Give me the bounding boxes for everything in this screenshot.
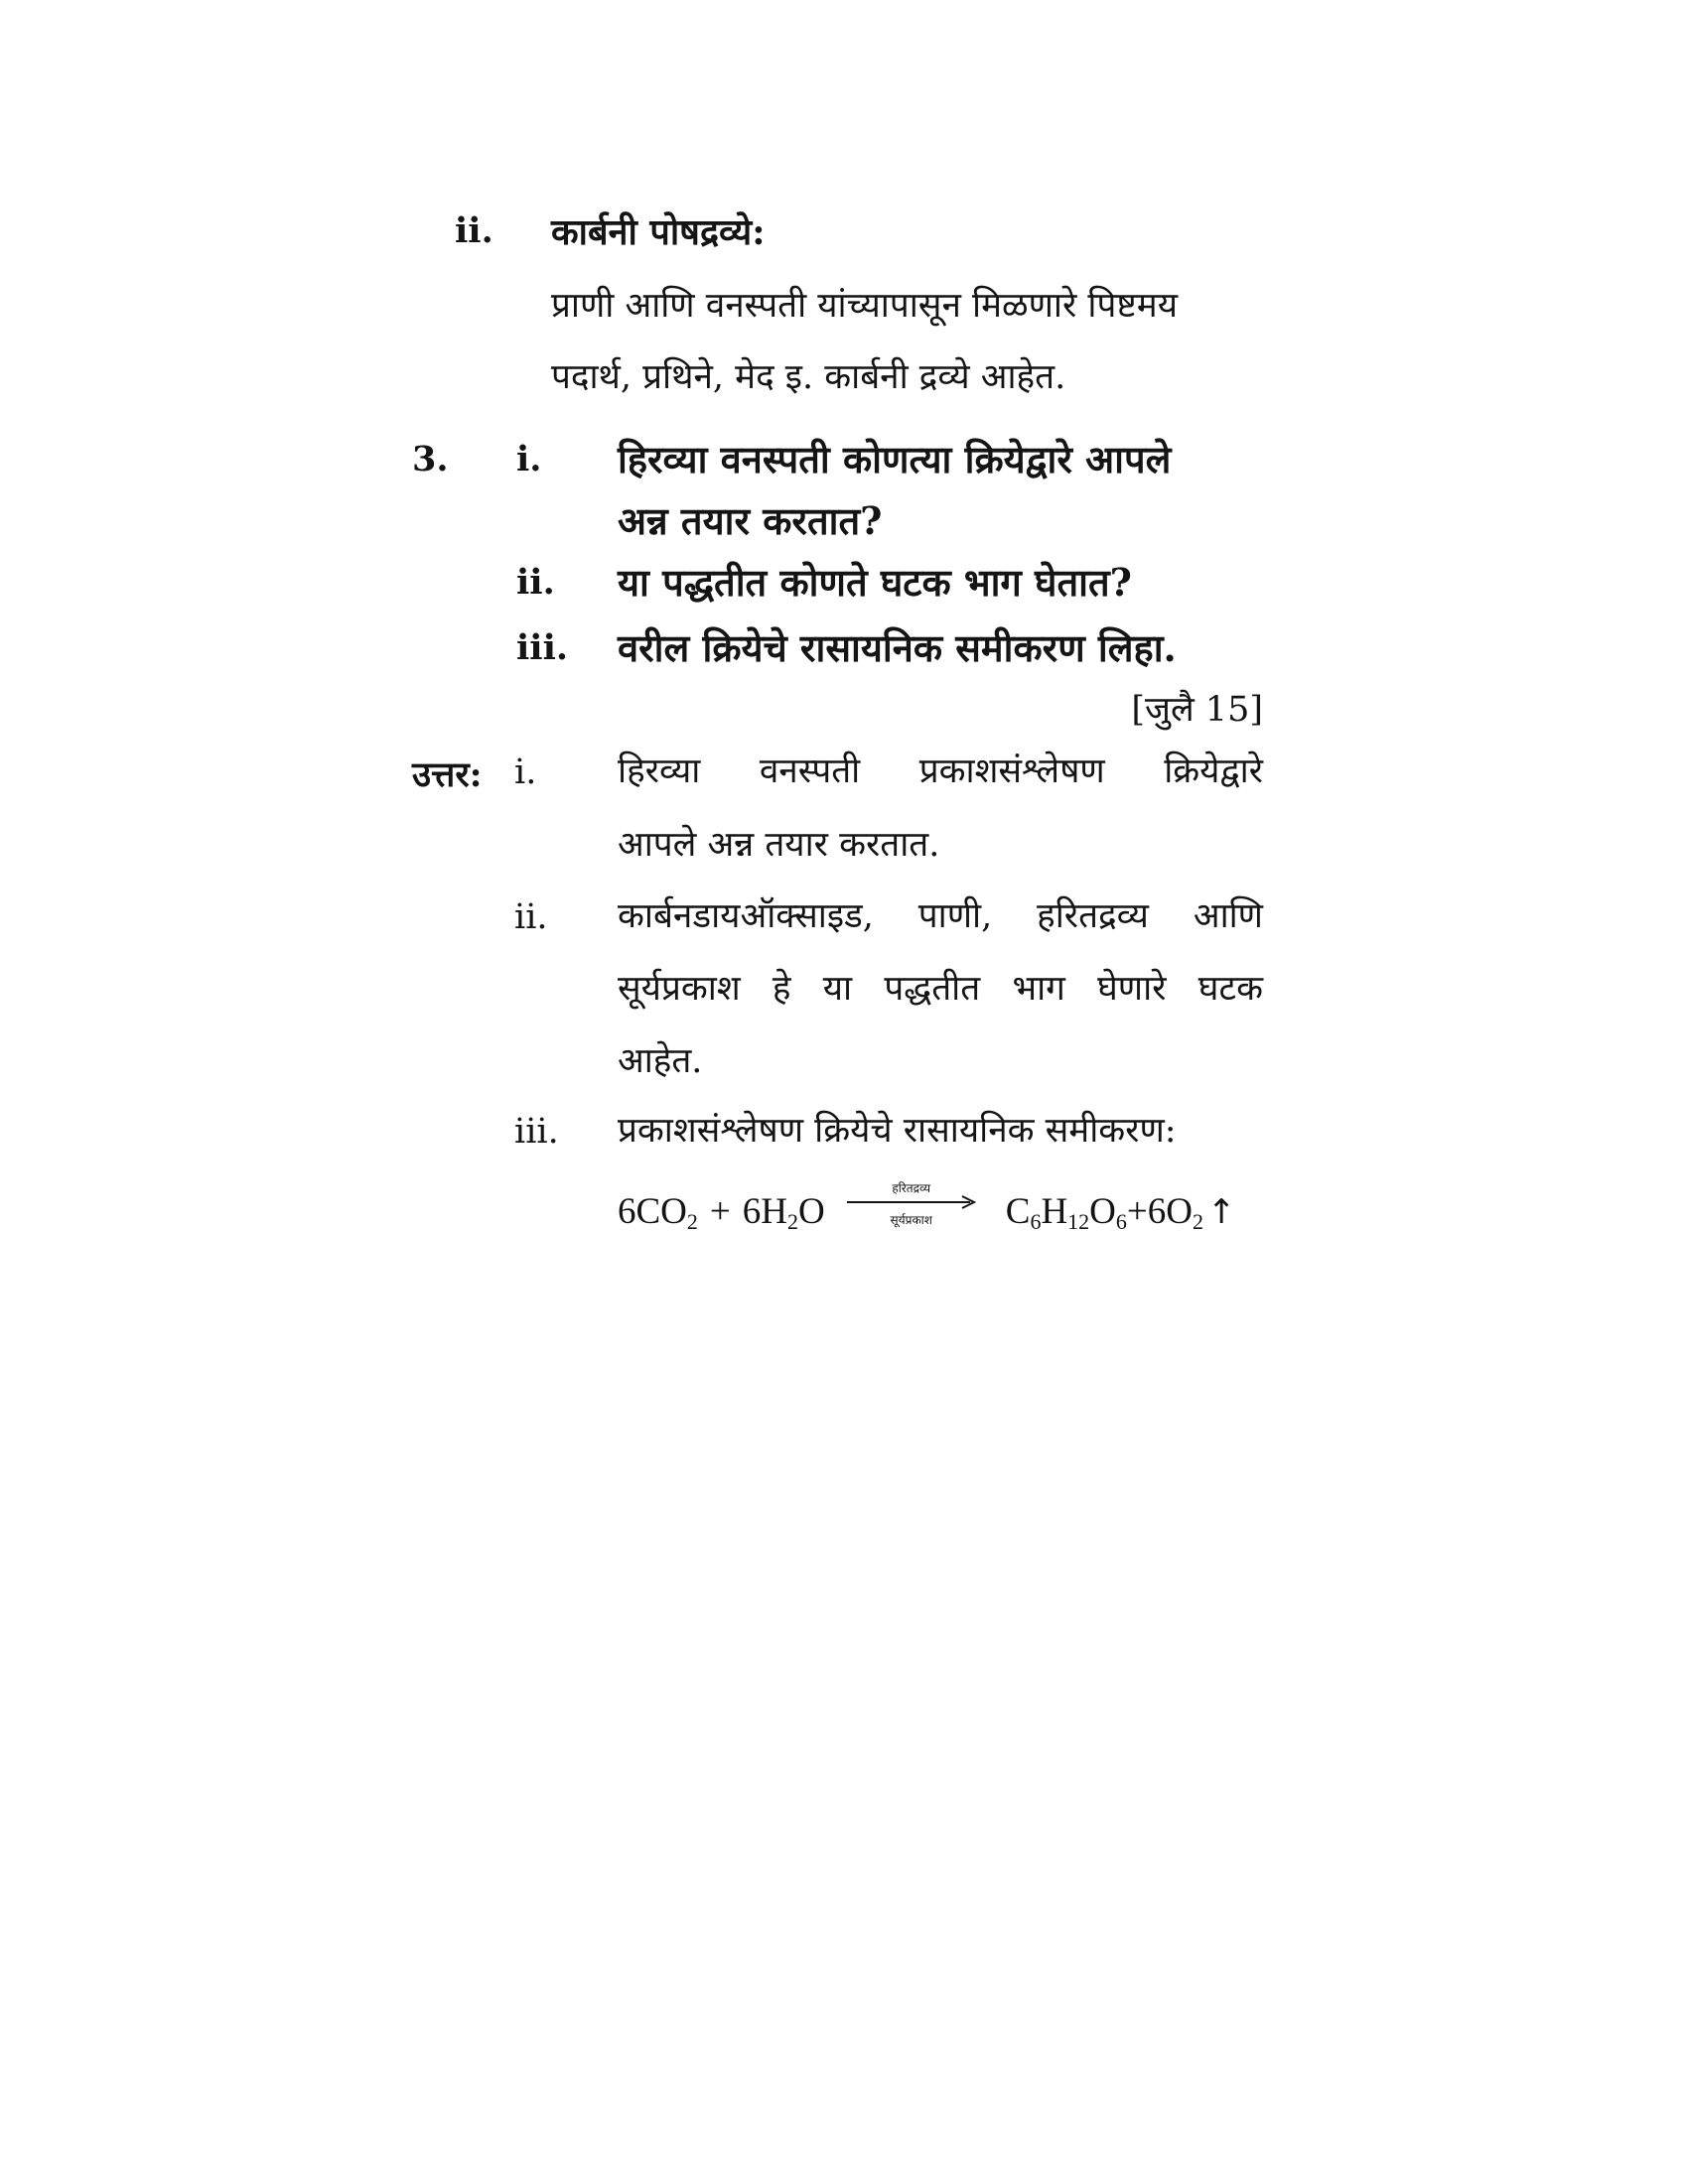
answer-ii-line1	[618, 891, 1263, 938]
question-number: 3.	[412, 439, 449, 479]
answer-ii-word: सूर्यप्रकाश	[618, 969, 741, 1009]
answer-ii-word: कार्बनडायऑक्साइड,	[618, 896, 874, 936]
product-plus-sign: +	[1126, 1191, 1148, 1232]
answer-ii-line2	[618, 964, 1263, 1011]
answer-iii-text: प्रकाशसंश्लेषण क्रियेचे रासायनिक समीकरण:	[618, 1111, 1177, 1151]
section-ii-line2: पदार्थ, प्रथिने, मेद इ. कार्बनी द्रव्ये आहेत.	[551, 357, 1066, 397]
question-iii-text: वरील क्रियेचे रासायनिक समीकरण लिहा.	[618, 625, 1177, 670]
answer-ii-word: पाणी,	[917, 896, 993, 936]
answer-ii-word: भाग	[1012, 969, 1065, 1009]
question-i-number: i.	[516, 439, 542, 479]
question-ii-number: ii.	[516, 562, 555, 603]
plus-sign: +	[709, 1191, 731, 1232]
question-ii-text: या पद्धतीत कोणते घटक भाग घेतात?	[618, 560, 1132, 605]
section-ii-number: ii.	[455, 210, 493, 251]
answer-i-line1	[618, 747, 1263, 793]
photosynthesis-equation	[618, 1183, 1236, 1233]
answer-i-line2: आपले अन्न तयार करतात.	[618, 825, 940, 865]
answer-ii-number: ii.	[514, 897, 548, 937]
answer-ii-word: हे	[772, 969, 791, 1009]
answer-i-word: क्रियेद्वारे	[1164, 751, 1263, 791]
answer-i-word: प्रकाशसंश्लेषण	[918, 751, 1105, 791]
answer-ii-line3: आहेत.	[618, 1041, 703, 1081]
answer-label: उत्तर:	[412, 754, 483, 795]
answer-iii-number: iii.	[514, 1112, 559, 1152]
answer-i-number: i.	[514, 752, 537, 792]
reactant-carbon-dioxide: $6CO_2$	[618, 1191, 698, 1234]
product-oxygen: $6O_2$	[1147, 1191, 1204, 1234]
answer-ii-word: आणि	[1193, 896, 1263, 936]
answer-i-word: हिरव्या	[618, 751, 701, 791]
answer-ii-word: या	[822, 969, 853, 1009]
question-i-line1: हिरव्या वनस्पती कोणत्या क्रियेद्वारे आपले	[618, 437, 1172, 481]
question-i-line2: अन्न तयार करतात?	[618, 498, 883, 543]
question-source-tag: [जुलै 15]	[1131, 690, 1263, 730]
reaction-condition-bottom: सूर्यप्रकाश	[890, 1213, 932, 1227]
reactant-water: $6H_2O$	[742, 1191, 825, 1234]
answer-ii-word: हरितद्रव्य	[1037, 896, 1149, 936]
right-arrow-icon	[847, 1195, 978, 1209]
reaction-condition-top: हरितद्रव्य	[892, 1181, 931, 1195]
answer-ii-word: पद्धतीत	[884, 969, 981, 1009]
section-ii-heading: कार्बनी पोषद्रव्ये:	[551, 211, 766, 253]
product-glucose: $C_6H_{12}O_6$	[1005, 1191, 1127, 1234]
question-iii-number: iii.	[516, 627, 569, 668]
reaction-arrow	[847, 1181, 986, 1227]
gas-evolved-arrow-icon: ↑	[1207, 1192, 1236, 1232]
section-ii-line1: प्राणी आणि वनस्पती यांच्यापासून मिळणारे पिष्टमय	[551, 286, 1179, 326]
answer-i-word: वनस्पती	[759, 751, 861, 791]
answer-ii-word: घटक	[1197, 969, 1263, 1009]
answer-ii-word: घेणारे	[1097, 969, 1167, 1009]
